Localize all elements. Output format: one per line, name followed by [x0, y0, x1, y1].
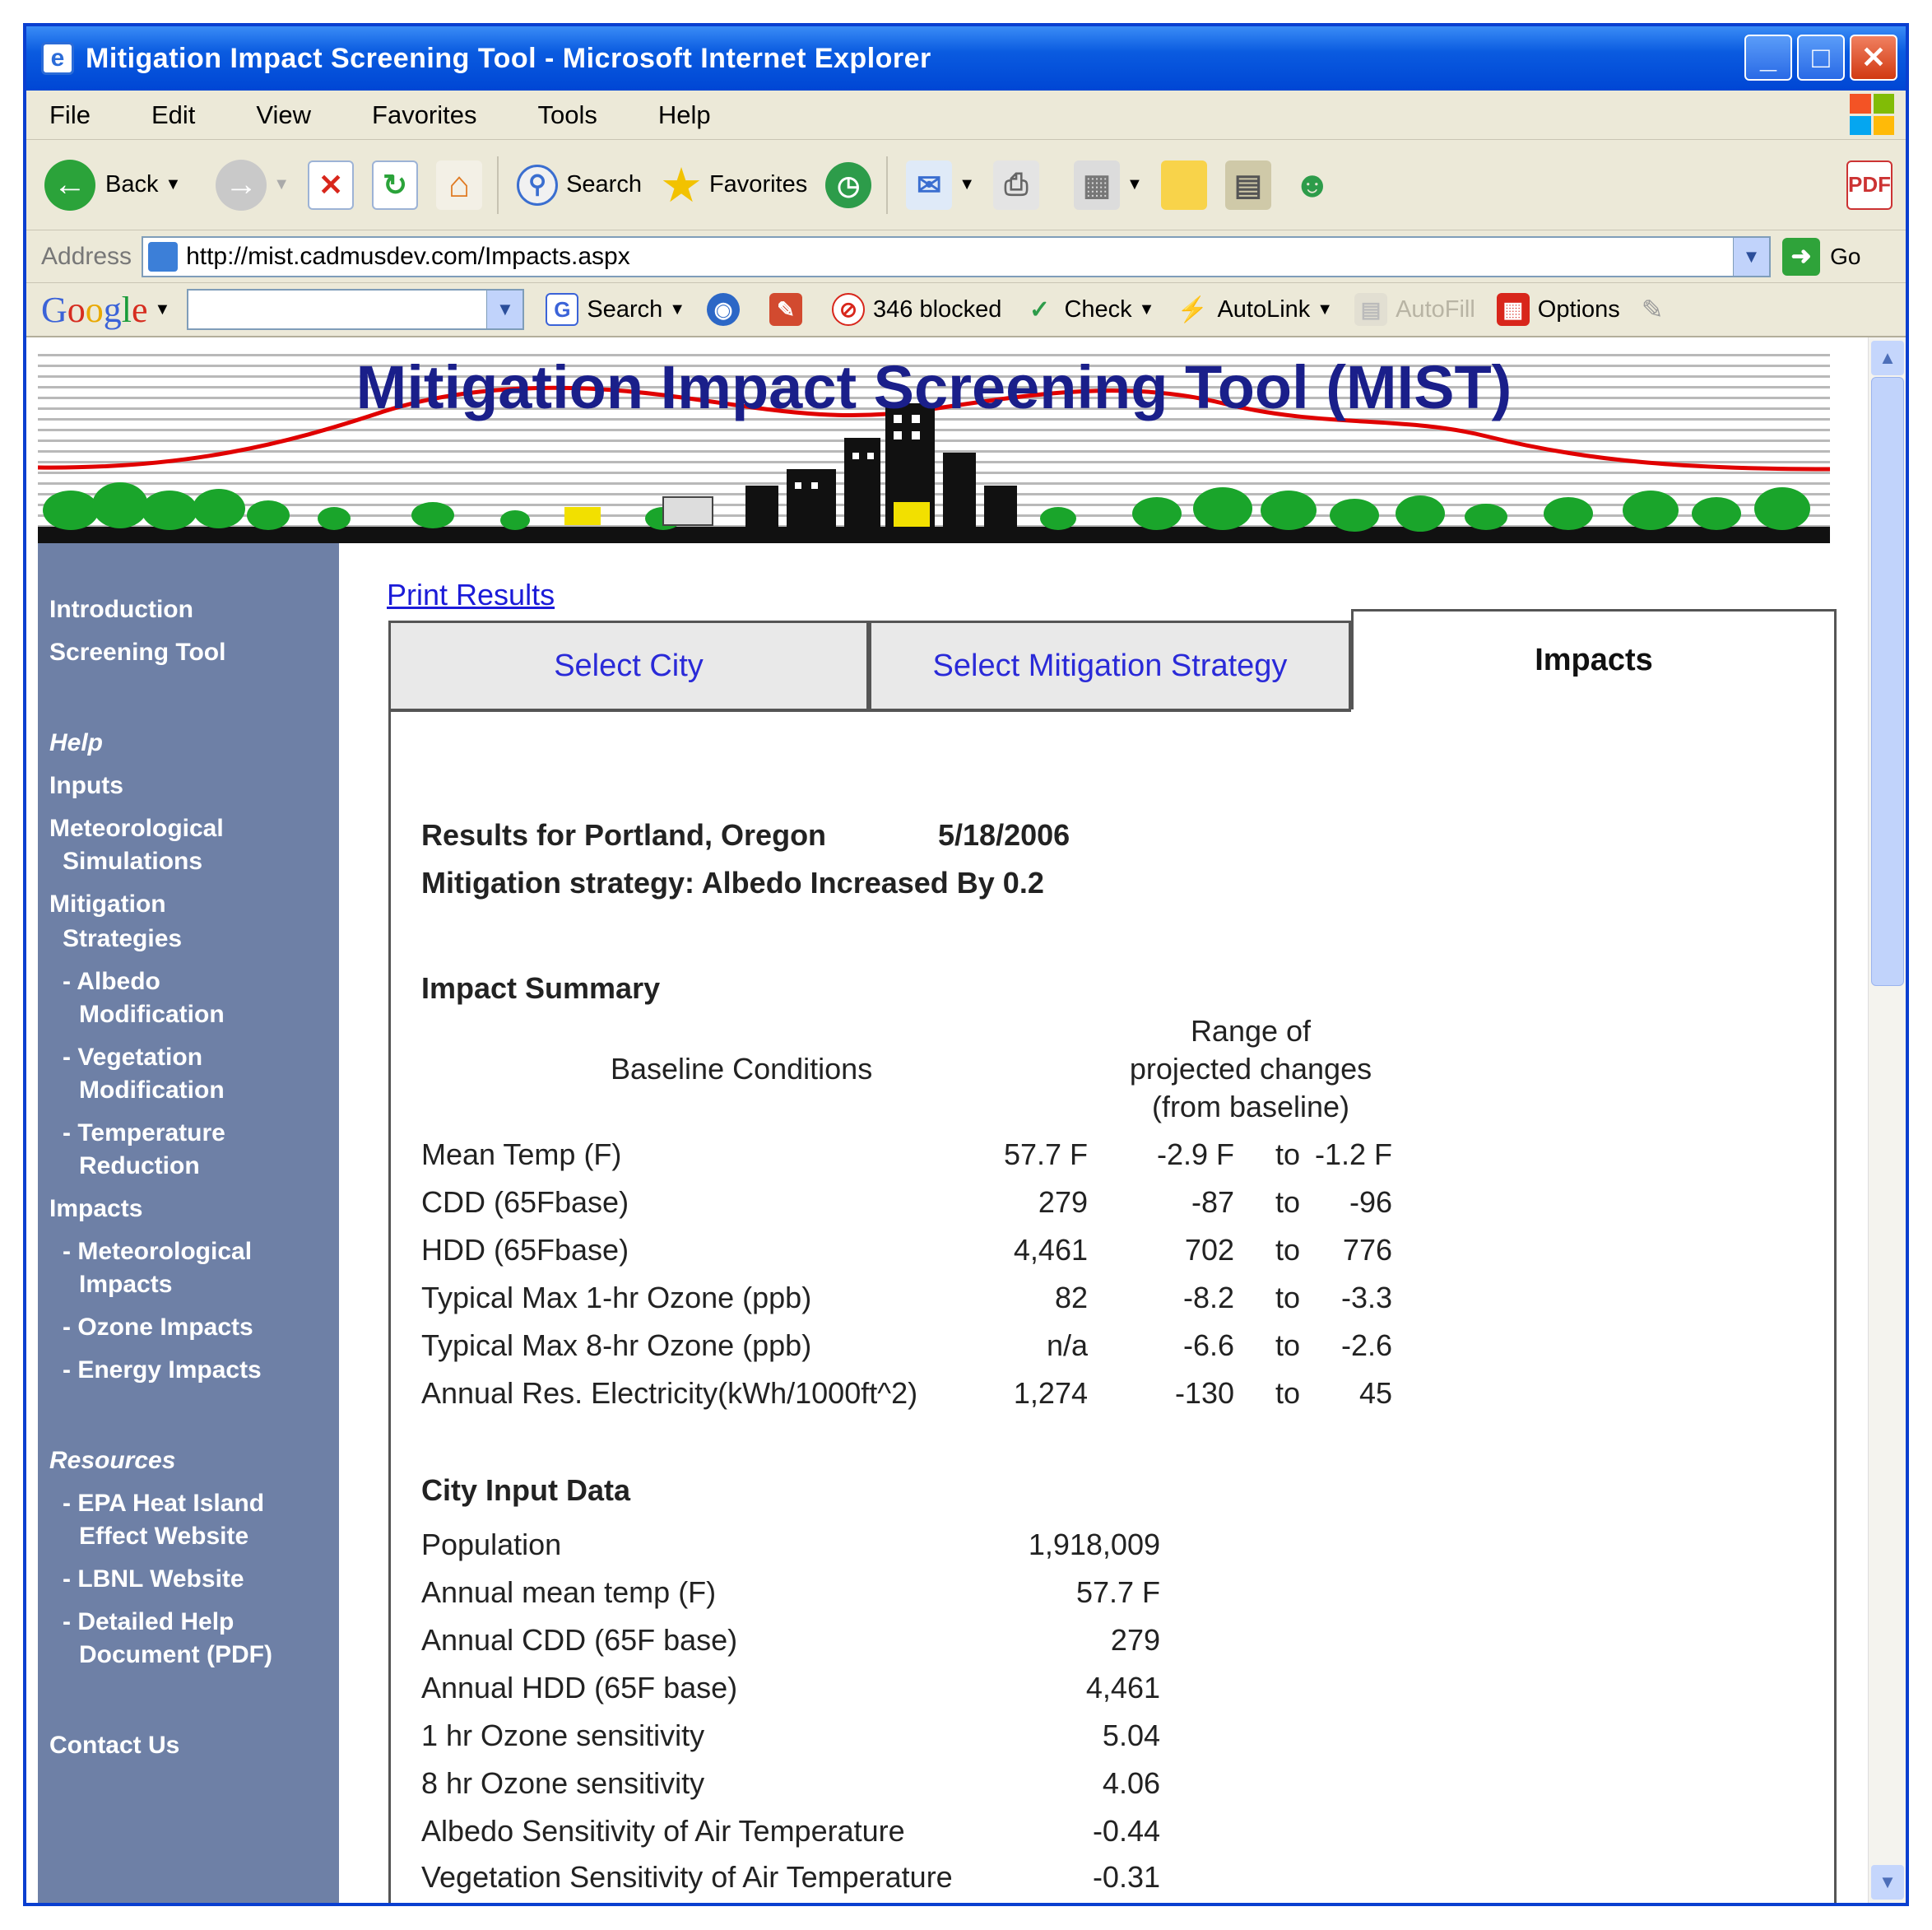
address-label: Address	[41, 242, 132, 270]
results-for-heading: Results for Portland, Oregon	[421, 818, 827, 852]
ie-page-icon: e	[41, 42, 74, 75]
google-search-options-icon[interactable]: ▼	[669, 300, 686, 319]
sidebar-item-introduction[interactable]: Introduction	[49, 596, 193, 623]
research-button[interactable]	[1225, 160, 1271, 210]
sidebar-item-screening-tool[interactable]: Screening Tool	[49, 639, 226, 666]
google-search-label: Search	[587, 295, 663, 323]
impact-row-baseline: 1,274	[1013, 1376, 1088, 1410]
impact-row-low: 702	[1184, 1233, 1234, 1267]
sidebar-item-help-document-2[interactable]: Document (PDF)	[79, 1641, 272, 1668]
title-bar[interactable]	[26, 26, 1906, 91]
sidebar-item-vegetation[interactable]: - Vegetation	[63, 1044, 203, 1071]
autolink-wand-icon: ⚡	[1177, 295, 1209, 323]
impact-row-low: -8.2	[1182, 1281, 1234, 1314]
forward-dropdown-icon[interactable]: ▼	[273, 175, 290, 193]
impact-row-label: Annual Res. Electricity(kWh/1000ft^2)	[421, 1376, 918, 1410]
address-bar	[26, 230, 1906, 283]
results-date: 5/18/2006	[938, 818, 1070, 852]
mitigation-strategy-text: Mitigation strategy: Albedo Increased By 0.2	[421, 866, 1044, 900]
pencil-icon: ✎	[1641, 295, 1664, 324]
page-viewport	[26, 337, 1868, 1903]
impact-row-baseline: 82	[1054, 1281, 1088, 1314]
impact-row-high: -2.6	[1340, 1328, 1392, 1362]
pdf-button[interactable]	[1846, 160, 1893, 210]
menu-favorites[interactable]: Favorites	[372, 100, 477, 129]
go-label: Go	[1830, 243, 1861, 269]
impact-row-to: to	[1275, 1137, 1301, 1171]
city-row-label: Vegetation Sensitivity of Air Temperature	[421, 1860, 953, 1894]
sidebar-item-epa-website-2[interactable]: Effect Website	[79, 1523, 249, 1550]
go-button[interactable]	[1782, 238, 1860, 276]
refresh-icon: ↻	[372, 160, 418, 210]
sidebar-item-met-simulations[interactable]: Meteorological	[49, 815, 224, 842]
impact-summary-heading: Impact Summary	[421, 971, 661, 1005]
sidebar-item-temperature[interactable]: - Temperature	[63, 1119, 225, 1146]
panel-right-border	[1834, 609, 1837, 1903]
page-icon	[148, 242, 178, 272]
scroll-thumb[interactable]	[1871, 377, 1904, 986]
google-logo-dropdown-icon[interactable]: ▼	[154, 300, 171, 319]
impact-row-label: CDD (65Fbase)	[421, 1185, 629, 1219]
impact-row-high: -96	[1349, 1185, 1392, 1219]
minimize-button[interactable]: _	[1744, 35, 1792, 81]
city-row-value: 1,918,009	[1028, 1528, 1160, 1561]
impact-row-label: Typical Max 1-hr Ozone (ppb)	[421, 1281, 812, 1314]
back-button[interactable]	[44, 160, 181, 211]
refresh-button[interactable]	[372, 160, 418, 210]
main-content	[339, 543, 1830, 1903]
city-row-value: -0.44	[1092, 1814, 1160, 1848]
back-label: Back	[105, 171, 159, 198]
city-row-label: 1 hr Ozone sensitivity	[421, 1718, 705, 1752]
scroll-up-icon[interactable]: ▲	[1871, 341, 1904, 375]
window-controls	[1744, 35, 1897, 81]
close-button[interactable]: ✕	[1850, 35, 1897, 81]
sidebar-heading-resources: Resources	[49, 1447, 176, 1474]
sidebar-nav	[38, 543, 339, 1903]
city-row-value: 4,461	[1085, 1671, 1160, 1704]
google-search-field[interactable]	[187, 289, 524, 330]
menu-bar	[26, 91, 1906, 140]
sidebar-item-help-document[interactable]: - Detailed Help	[63, 1608, 235, 1635]
spellcheck-icon: ✓	[1029, 295, 1050, 323]
menu-help[interactable]: Help	[657, 100, 711, 129]
mail-button[interactable]	[906, 160, 975, 210]
favorites-star-icon: ★	[659, 158, 703, 212]
sidebar-item-contact-us[interactable]: Contact Us	[49, 1732, 180, 1759]
sidebar-item-energy-impacts[interactable]: - Energy Impacts	[63, 1356, 262, 1384]
address-field[interactable]	[142, 236, 1771, 277]
messenger-people-icon: ☻	[1289, 160, 1335, 210]
autofill-label: AutoFill	[1396, 295, 1475, 323]
toolbar-separator	[886, 156, 888, 214]
tab-impacts[interactable]: Impacts	[1351, 609, 1837, 709]
back-dropdown-icon[interactable]: ▼	[165, 175, 182, 193]
printer-icon: ⎙	[993, 160, 1039, 210]
news-button[interactable]	[769, 293, 810, 326]
sidebar-item-lbnl-website[interactable]: - LBNL Website	[63, 1565, 244, 1593]
autolink-label: AutoLink	[1217, 295, 1311, 323]
messenger-button[interactable]	[1289, 160, 1335, 210]
sidebar-item-mitigation-strategies[interactable]: Mitigation	[49, 891, 166, 918]
toolbar-separator	[497, 156, 499, 214]
range-header-line1: Range of	[1190, 1014, 1312, 1048]
address-input[interactable]	[186, 243, 1708, 271]
google-g-icon: G	[546, 293, 578, 326]
favorites-label: Favorites	[708, 171, 808, 198]
google-search-button[interactable]	[546, 293, 685, 326]
highlight-button[interactable]	[1642, 294, 1664, 325]
impact-row-high: 45	[1358, 1376, 1392, 1410]
maximize-button[interactable]: □	[1797, 35, 1845, 81]
google-toolbar	[26, 283, 1906, 337]
research-book-icon: ▤	[1225, 160, 1271, 210]
city-row-value: 57.7 F	[1075, 1575, 1160, 1609]
mail-icon: ✉	[906, 160, 952, 210]
edit-page-icon: ▦	[1074, 160, 1120, 210]
news-icon: ✎	[769, 293, 802, 326]
note-icon	[1161, 160, 1207, 210]
back-arrow-icon: ←	[44, 160, 95, 211]
impact-row-label: Mean Temp (F)	[421, 1137, 622, 1171]
mail-dropdown-icon[interactable]: ▼	[959, 175, 976, 193]
impact-row-low: -6.6	[1182, 1328, 1234, 1362]
favorites-button[interactable]	[660, 157, 807, 213]
globe-icon: ◉	[707, 293, 740, 326]
google-search-input[interactable]	[188, 291, 485, 327]
options-icon: ▦	[1497, 293, 1530, 326]
pagerank-button[interactable]	[707, 293, 748, 326]
mist-banner	[38, 346, 1830, 543]
sidebar-item-met-simulations-2[interactable]: Simulations	[63, 848, 203, 875]
city-row-value: 4.06	[1102, 1766, 1160, 1800]
impact-row-high: -1.2 F	[1314, 1137, 1392, 1171]
sidebar-item-met-impacts[interactable]: - Meteorological	[63, 1238, 253, 1265]
city-row-label: Annual CDD (65F base)	[421, 1623, 738, 1657]
city-row-label: Population	[421, 1528, 562, 1561]
city-row-label: 8 hr Ozone sensitivity	[421, 1766, 705, 1800]
city-row-label: Annual HDD (65F base)	[421, 1671, 738, 1704]
impact-row-baseline: 4,461	[1013, 1233, 1088, 1267]
city-row-label: Annual mean temp (F)	[421, 1575, 717, 1609]
impact-row-baseline: 57.7 F	[1003, 1137, 1088, 1171]
spell-check-button[interactable]	[1023, 293, 1154, 326]
city-row-value: -0.31	[1092, 1860, 1160, 1894]
check-dropdown-icon[interactable]: ▼	[1138, 300, 1155, 319]
range-header-line3: (from baseline)	[1151, 1090, 1350, 1123]
autofill-icon: ▤	[1354, 293, 1387, 326]
baseline-conditions-header: Baseline Conditions	[611, 1052, 873, 1086]
impact-row-high: -3.3	[1340, 1281, 1392, 1314]
edit-dropdown-icon[interactable]: ▼	[1126, 175, 1143, 193]
home-button[interactable]	[436, 160, 482, 210]
impact-row-to: to	[1275, 1233, 1301, 1267]
city-row-value: 279	[1110, 1623, 1160, 1657]
impact-row-to: to	[1275, 1281, 1301, 1314]
search-icon: ⚲	[517, 165, 558, 206]
sidebar-item-vegetation-2[interactable]: Modification	[79, 1077, 225, 1104]
history-button[interactable]	[825, 162, 871, 208]
popup-blocker-button[interactable]	[832, 293, 1001, 326]
impact-row-to: to	[1275, 1185, 1301, 1219]
browser-window	[23, 23, 1909, 1906]
impact-row-label: HDD (65Fbase)	[421, 1233, 629, 1267]
home-icon: ⌂	[436, 160, 482, 210]
autolink-button[interactable]	[1176, 293, 1333, 326]
popup-blocked-icon: ⊘	[832, 293, 865, 326]
sidebar-item-impacts[interactable]: Impacts	[49, 1195, 143, 1222]
impact-row-low: -2.9 F	[1156, 1137, 1234, 1171]
impact-row-baseline: n/a	[1046, 1328, 1088, 1362]
impact-row-low: -87	[1191, 1185, 1234, 1219]
sidebar-heading-help: Help	[49, 729, 104, 756]
print-results-link[interactable]: Print Results	[387, 578, 555, 612]
sidebar-item-albedo-2[interactable]: Modification	[79, 1001, 225, 1028]
vertical-scrollbar[interactable]	[1868, 337, 1906, 1903]
menu-tools[interactable]: Tools	[537, 100, 597, 129]
edit-button[interactable]	[1057, 160, 1143, 210]
forward-button[interactable]	[199, 160, 290, 211]
popup-blocked-count: 346 blocked	[873, 295, 1002, 323]
print-button[interactable]	[993, 160, 1039, 210]
options-label: Options	[1537, 295, 1620, 323]
search-label: Search	[566, 171, 642, 198]
pdf-icon: PDF	[1846, 160, 1893, 210]
scroll-down-icon[interactable]: ▼	[1871, 1865, 1904, 1900]
stop-icon: ✕	[308, 160, 354, 210]
impact-row-to: to	[1275, 1328, 1301, 1362]
forward-arrow-icon: →	[216, 160, 267, 211]
stop-button[interactable]	[308, 160, 354, 210]
banner-title: Mitigation Impact Screening Tool (MIST)	[355, 353, 1512, 421]
impact-row-low: -130	[1174, 1376, 1234, 1410]
discuss-button[interactable]	[1161, 160, 1207, 210]
window-title: Mitigation Impact Screening Tool - Microsoft Internet Explorer	[86, 42, 931, 74]
sidebar-item-albedo[interactable]: - Albedo	[63, 968, 160, 995]
tab-select-city[interactable]: Select City	[388, 621, 869, 711]
menu-file[interactable]: File	[49, 100, 91, 129]
history-icon: ◷	[825, 162, 871, 208]
standard-toolbar	[26, 140, 1906, 230]
autolink-dropdown-icon[interactable]: ▼	[1317, 300, 1334, 319]
panel-left-border	[388, 709, 391, 1903]
tab-underline	[388, 709, 1351, 712]
check-label: Check	[1064, 295, 1132, 323]
impact-row-baseline: 279	[1038, 1185, 1088, 1219]
sidebar-item-met-impacts-2[interactable]: Impacts	[79, 1271, 173, 1298]
google-logo[interactable]: Google	[41, 289, 148, 330]
city-row-label: Albedo Sensitivity of Air Temperature	[421, 1814, 905, 1848]
sidebar-item-epa-website[interactable]: - EPA Heat Island	[63, 1490, 265, 1517]
tab-select-mitigation-strategy[interactable]: Select Mitigation Strategy	[869, 621, 1351, 711]
impact-row-high: 776	[1342, 1233, 1392, 1267]
impact-row-label: Typical Max 8-hr Ozone (ppb)	[421, 1328, 812, 1362]
go-arrow-icon: ➜	[1782, 238, 1820, 276]
impact-row-to: to	[1275, 1376, 1301, 1410]
menu-view[interactable]: View	[256, 100, 312, 129]
options-button[interactable]	[1497, 293, 1620, 326]
city-input-data-heading: City Input Data	[421, 1473, 631, 1507]
range-header-line2: projected changes	[1129, 1052, 1372, 1086]
sidebar-item-mitigation-strategies-2[interactable]: Strategies	[63, 925, 183, 952]
sidebar-item-ozone-impacts[interactable]: - Ozone Impacts	[63, 1314, 253, 1341]
address-dropdown-icon[interactable]: ▼	[1733, 238, 1769, 276]
sidebar-item-temperature-2[interactable]: Reduction	[79, 1152, 200, 1179]
google-search-dropdown-icon[interactable]: ▼	[486, 291, 522, 328]
sidebar-item-inputs[interactable]: Inputs	[49, 772, 123, 799]
windows-logo-icon	[1850, 94, 1894, 135]
city-row-value: 5.04	[1102, 1718, 1160, 1752]
autofill-button[interactable]	[1354, 293, 1475, 326]
menu-edit[interactable]: Edit	[151, 100, 196, 129]
search-button[interactable]	[517, 165, 642, 206]
